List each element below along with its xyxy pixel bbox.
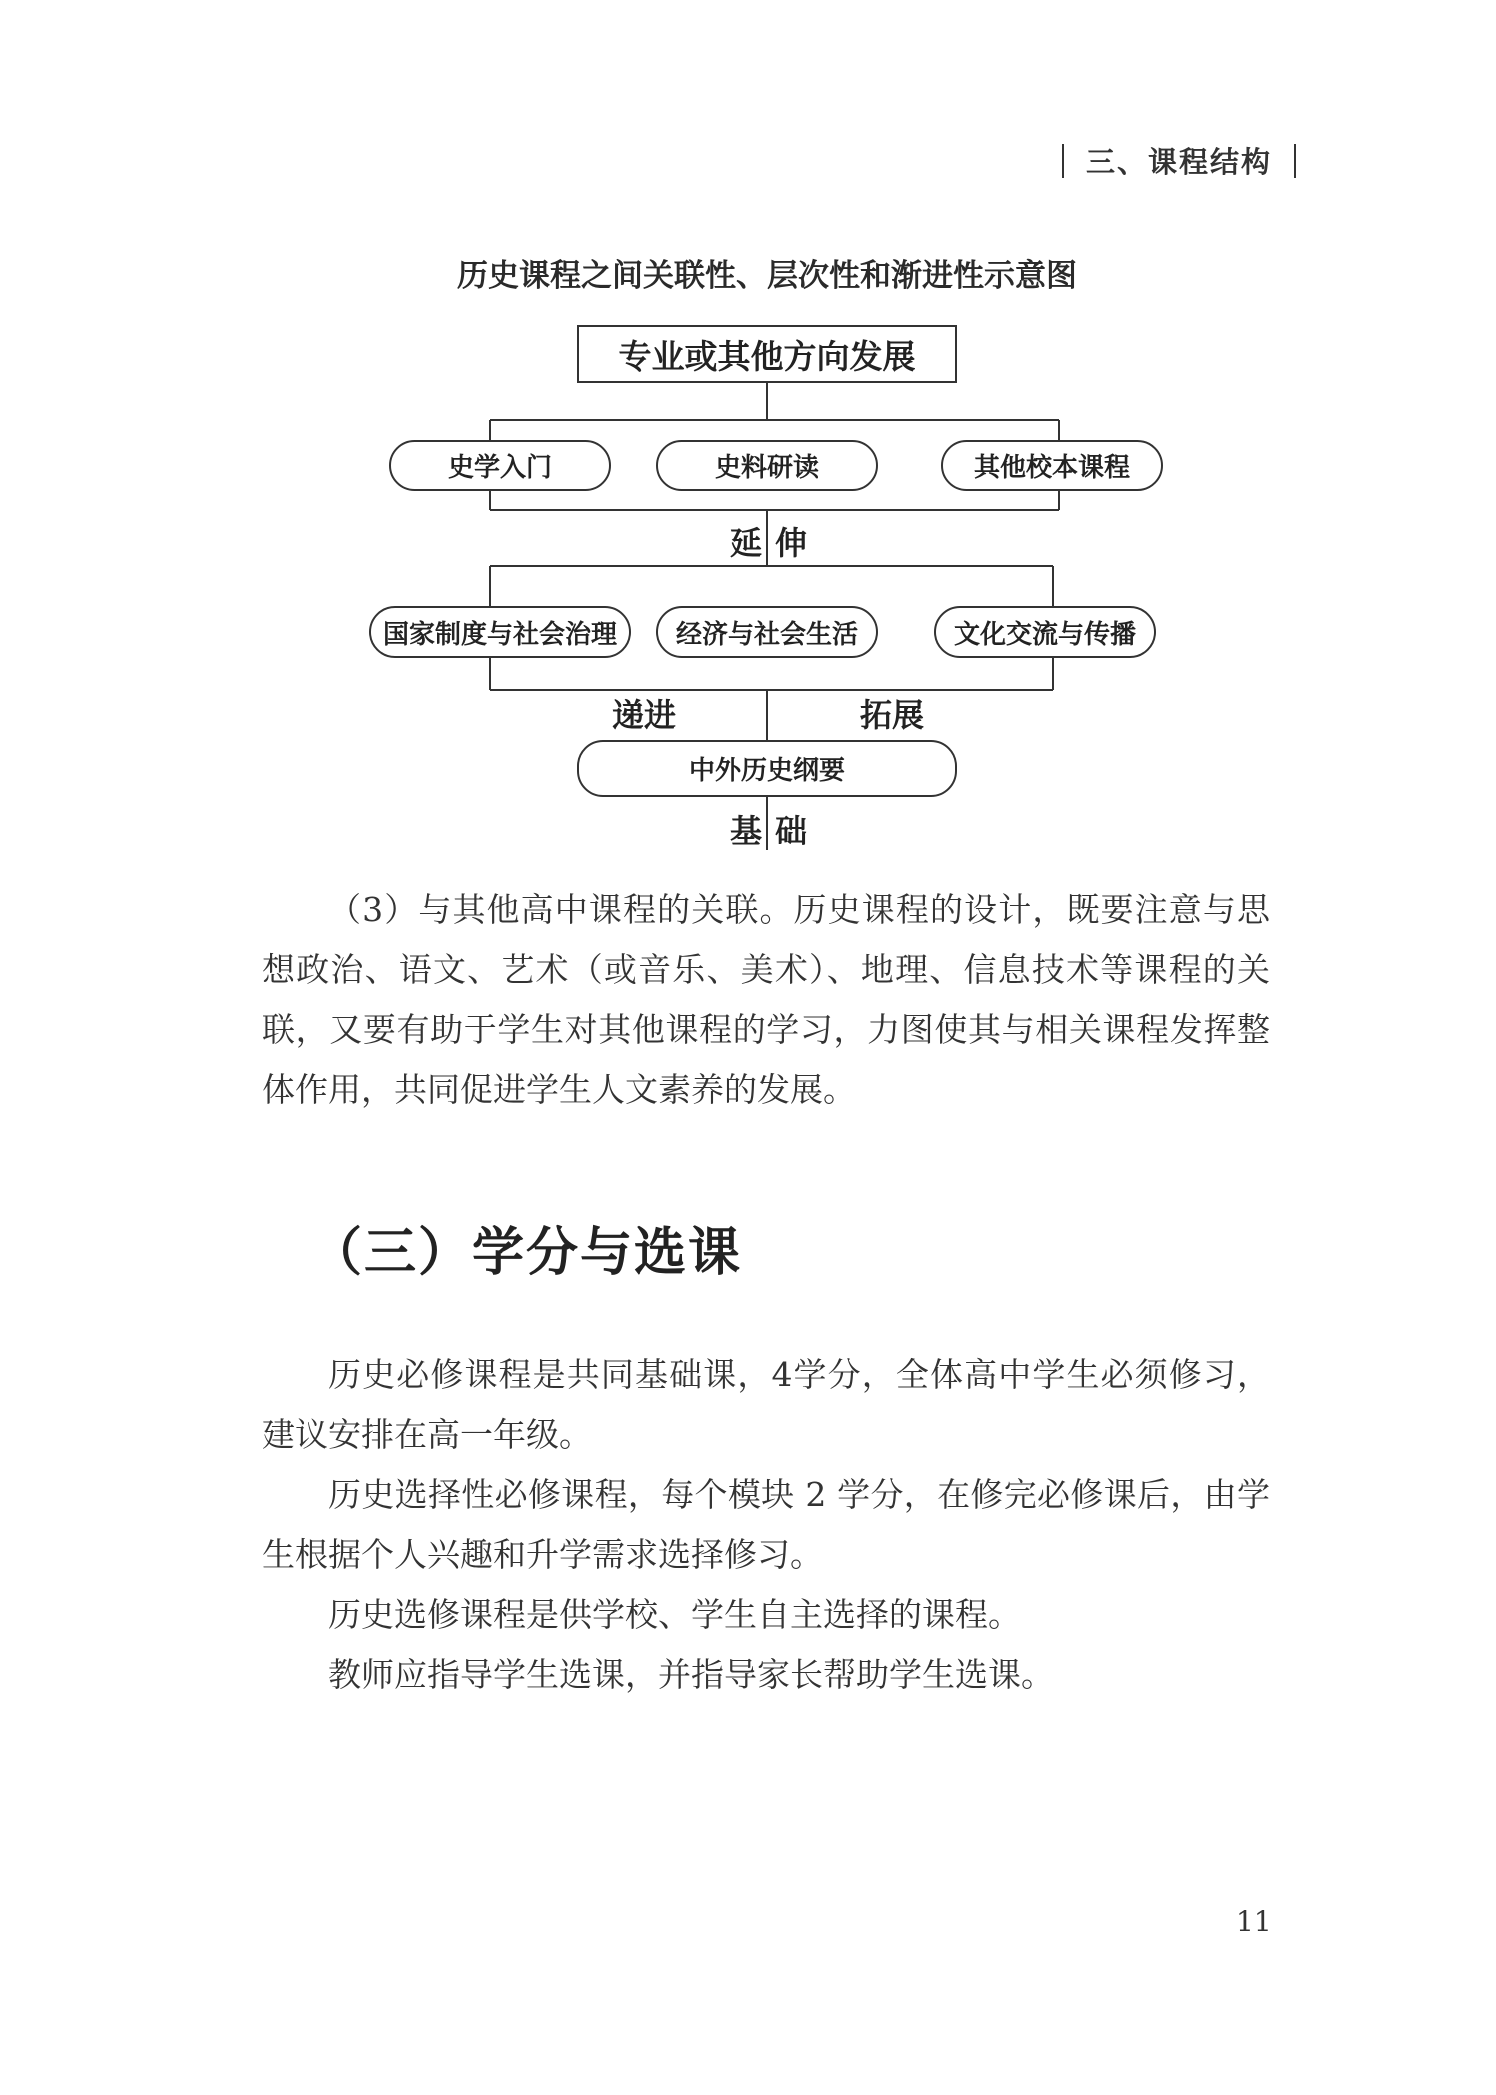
paragraph-course-relations bbox=[262, 880, 1270, 1120]
paragraph-selective-credits: 历史选择性必修课程，每个模块 2 学分，在修完必修课后，由学生根据个人兴趣和升学需求选择修习。 bbox=[262, 1475, 1270, 1574]
node-compulsory-outline: 中外历史纲要 bbox=[577, 740, 957, 797]
paragraph-compulsory-credits: 历史必修课程是共同基础课，4学分，全体高中学生必须修习，建议安排在高一年级。 bbox=[262, 1355, 1270, 1454]
label-expansion: 拓展 bbox=[860, 696, 925, 734]
paragraph-elective-courses: 历史选修课程是供学校、学生自主选择的课程。 bbox=[328, 1595, 1021, 1634]
figure-title: 历史课程之间关联性、层次性和渐进性示意图 bbox=[457, 258, 1077, 294]
label-extend-right: 伸 bbox=[775, 524, 808, 562]
node-historiography-intro: 史学入门 bbox=[389, 440, 611, 491]
label-progression: 递进 bbox=[612, 696, 677, 734]
label-extend-left: 延 bbox=[730, 524, 763, 562]
course-relationship-diagram bbox=[0, 0, 1496, 880]
label-foundation-right: 础 bbox=[775, 812, 808, 850]
node-other-school-courses: 其他校本课程 bbox=[941, 440, 1163, 491]
credits-text-block bbox=[262, 1345, 1270, 1705]
header-section-title: 三、课程结构 bbox=[1086, 145, 1273, 179]
node-source-reading: 史料研读 bbox=[656, 440, 878, 491]
node-economy-social-life: 经济与社会生活 bbox=[656, 606, 878, 658]
label-foundation-left: 基 bbox=[730, 812, 763, 850]
paragraph-text: （3）与其他高中课程的关联。历史课程的设计，既要注意与思想政治、语文、艺术（或音乐、美术）、地理、信息技术等课程的关联，又要有助于学生对其他课程的学习，力图使其与相关课程发挥整体作用，共同促进学生人文素养的发展。 bbox=[262, 890, 1270, 1109]
page-number: 11 bbox=[1236, 1905, 1272, 1938]
section-heading: （三）学分与选课 bbox=[310, 1223, 743, 1283]
node-professional-development: 专业或其他方向发展 bbox=[577, 325, 957, 383]
paragraph-teacher-guidance: 教师应指导学生选课，并指导家长帮助学生选课。 bbox=[328, 1655, 1054, 1694]
node-state-governance: 国家制度与社会治理 bbox=[369, 606, 631, 658]
node-cultural-exchange: 文化交流与传播 bbox=[934, 606, 1156, 658]
